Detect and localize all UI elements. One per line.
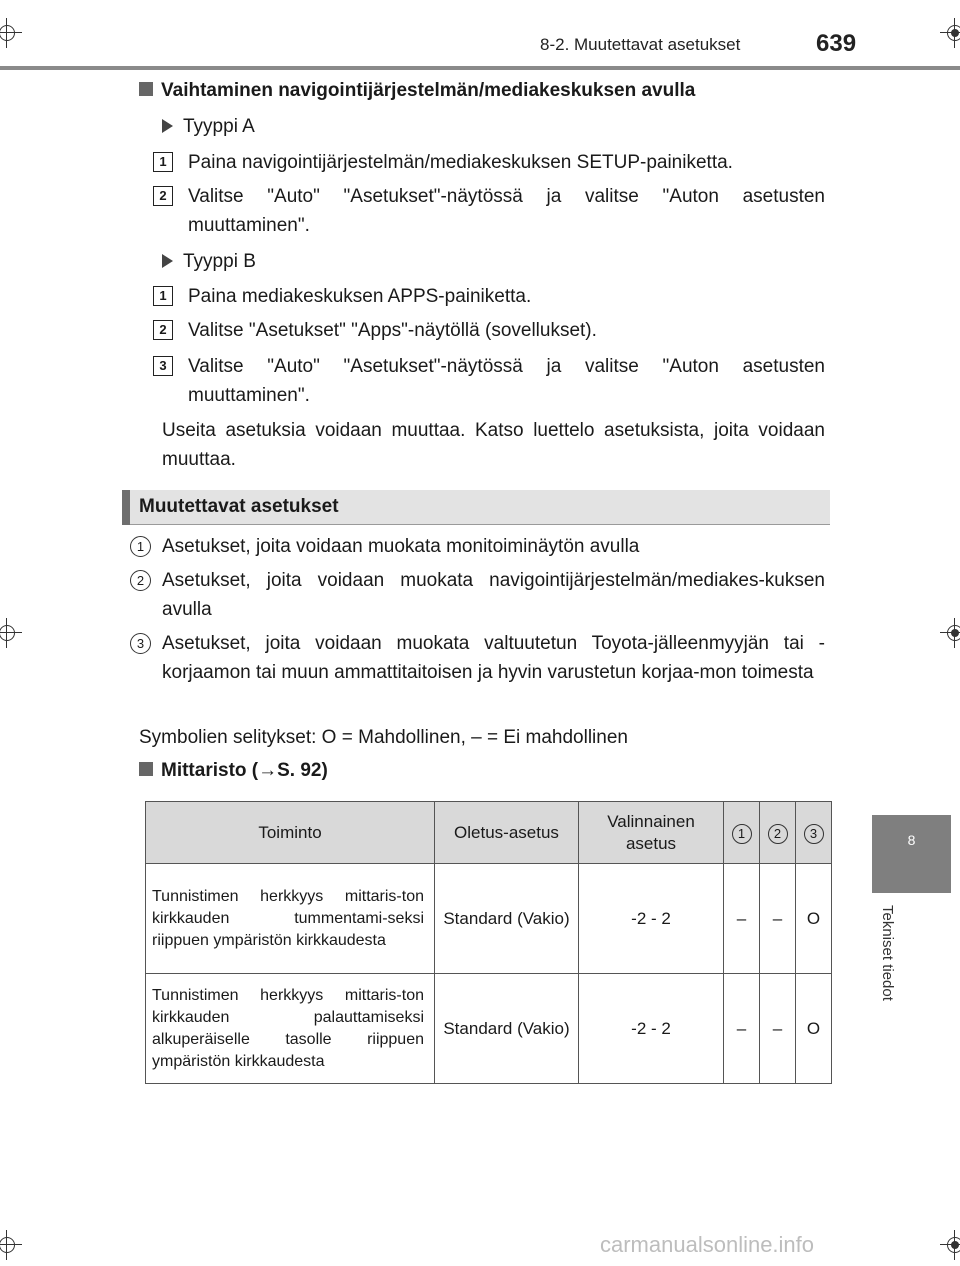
section-title-accent xyxy=(122,490,130,525)
settings-table xyxy=(145,801,832,1084)
circled-number: 3 xyxy=(804,824,824,844)
cell-col-3: O xyxy=(796,974,832,1084)
crop-mark-bottom-left xyxy=(0,1230,22,1260)
header-col-2 xyxy=(760,802,796,864)
type-a-label: Tyyppi A xyxy=(162,112,255,141)
type-b-label: Tyyppi B xyxy=(162,247,256,276)
circled-number: 3 xyxy=(130,633,151,654)
crop-mark-mid-left xyxy=(0,618,22,648)
cell-default: Standard (Vakio) xyxy=(435,974,579,1084)
mittaristo-subheading: Mittaristo (→S. 92) xyxy=(139,760,328,782)
header-section-title: 8-2. Muutettavat asetukset xyxy=(540,35,741,54)
table-row xyxy=(146,864,832,974)
step-number-box: 3 xyxy=(153,356,173,376)
square-bullet-icon xyxy=(139,762,153,776)
cell-col-1: – xyxy=(724,974,760,1084)
cell-col-2: – xyxy=(760,974,796,1084)
crop-mark-bottom-right xyxy=(940,1230,960,1260)
type-b-step-2: Valitse "Asetukset" "Apps"-näytöllä (sovellukset). xyxy=(188,320,597,341)
watermark: carmanualsonline.info xyxy=(600,1232,815,1257)
header-optional: Valinnainen asetus xyxy=(579,802,724,864)
header-col-1 xyxy=(724,802,760,864)
nav-section-heading: Vaihtaminen navigointijärjestelmän/mediakeskuksen avulla xyxy=(139,80,695,102)
table-header-row xyxy=(146,802,832,864)
settings-item-1: Asetukset, joita voidaan muokata monitoiminäytön avulla xyxy=(162,536,640,557)
header-col-3 xyxy=(796,802,832,864)
type-a-step-2: Valitse "Auto" "Asetukset"-näytössä ja valitse "Auton asetusten muuttaminen". xyxy=(188,186,825,236)
type-b-step-1: Paina mediakeskuksen APPS-painiketta. xyxy=(188,286,532,307)
header-function: Toiminto xyxy=(146,802,435,864)
square-bullet-icon xyxy=(139,82,153,96)
cell-optional: -2 - 2 xyxy=(579,974,724,1084)
chapter-label: Tekniset tiedot xyxy=(879,905,896,1001)
section-title: Muutettavat asetukset xyxy=(139,496,339,517)
type-b-step-3: Valitse "Auto" "Asetukset"-näytössä ja valitse "Auton asetusten muuttaminen". xyxy=(188,356,825,406)
crop-mark-mid-right xyxy=(940,618,960,648)
crop-mark-top-left xyxy=(0,18,22,48)
triangle-bullet-icon xyxy=(162,119,173,133)
settings-item-3: Asetukset, joita voidaan muokata valtuutetun Toyota-jälleenmyyjän tai -korjaamon tai muun ammattitaitoisen ja hyvin varustetun korjaa-mon toimesta xyxy=(162,633,825,683)
cell-col-2: – xyxy=(760,864,796,974)
circled-number: 1 xyxy=(130,536,151,557)
chapter-tab xyxy=(872,815,951,893)
triangle-bullet-icon xyxy=(162,254,173,268)
table-row xyxy=(146,974,832,1084)
symbol-legend: Symbolien selitykset: O = Mahdollinen, – = Ei mahdollinen xyxy=(139,727,628,748)
header-rule xyxy=(0,66,960,70)
cell-col-3: O xyxy=(796,864,832,974)
step-number-box: 2 xyxy=(153,320,173,340)
cell-optional: -2 - 2 xyxy=(579,864,724,974)
page-number: 639 xyxy=(816,30,857,57)
cell-function: Tunnistimen herkkyys mittaris-ton kirkkauden tummentami-seksi riippuen ympäristön kirkkaudesta xyxy=(146,864,435,974)
settings-item-2: Asetukset, joita voidaan muokata navigointijärjestelmän/mediakes-kuksen avulla xyxy=(162,570,825,620)
step-number-box: 1 xyxy=(153,152,173,172)
step-number-box: 2 xyxy=(153,186,173,206)
type-a-step-1: Paina navigointijärjestelmän/mediakeskuksen SETUP-painiketta. xyxy=(188,152,733,173)
circled-number: 2 xyxy=(768,824,788,844)
header-default: Oletus-asetus xyxy=(435,802,579,864)
cell-default: Standard (Vakio) xyxy=(435,864,579,974)
cell-col-1: – xyxy=(724,864,760,974)
nav-note: Useita asetuksia voidaan muuttaa. Katso luettelo asetuksista, joita voidaan muuttaa. xyxy=(162,420,825,470)
circled-number: 2 xyxy=(130,570,151,591)
cell-function: Tunnistimen herkkyys mittaris-ton kirkkauden palauttamiseksi alkuperäiselle tasolle riippuen ympäristön kirkkaudesta xyxy=(146,974,435,1084)
crop-mark-top-right xyxy=(940,18,960,48)
step-number-box: 1 xyxy=(153,286,173,306)
circled-number: 1 xyxy=(732,824,752,844)
chapter-number: 8 xyxy=(907,832,916,848)
